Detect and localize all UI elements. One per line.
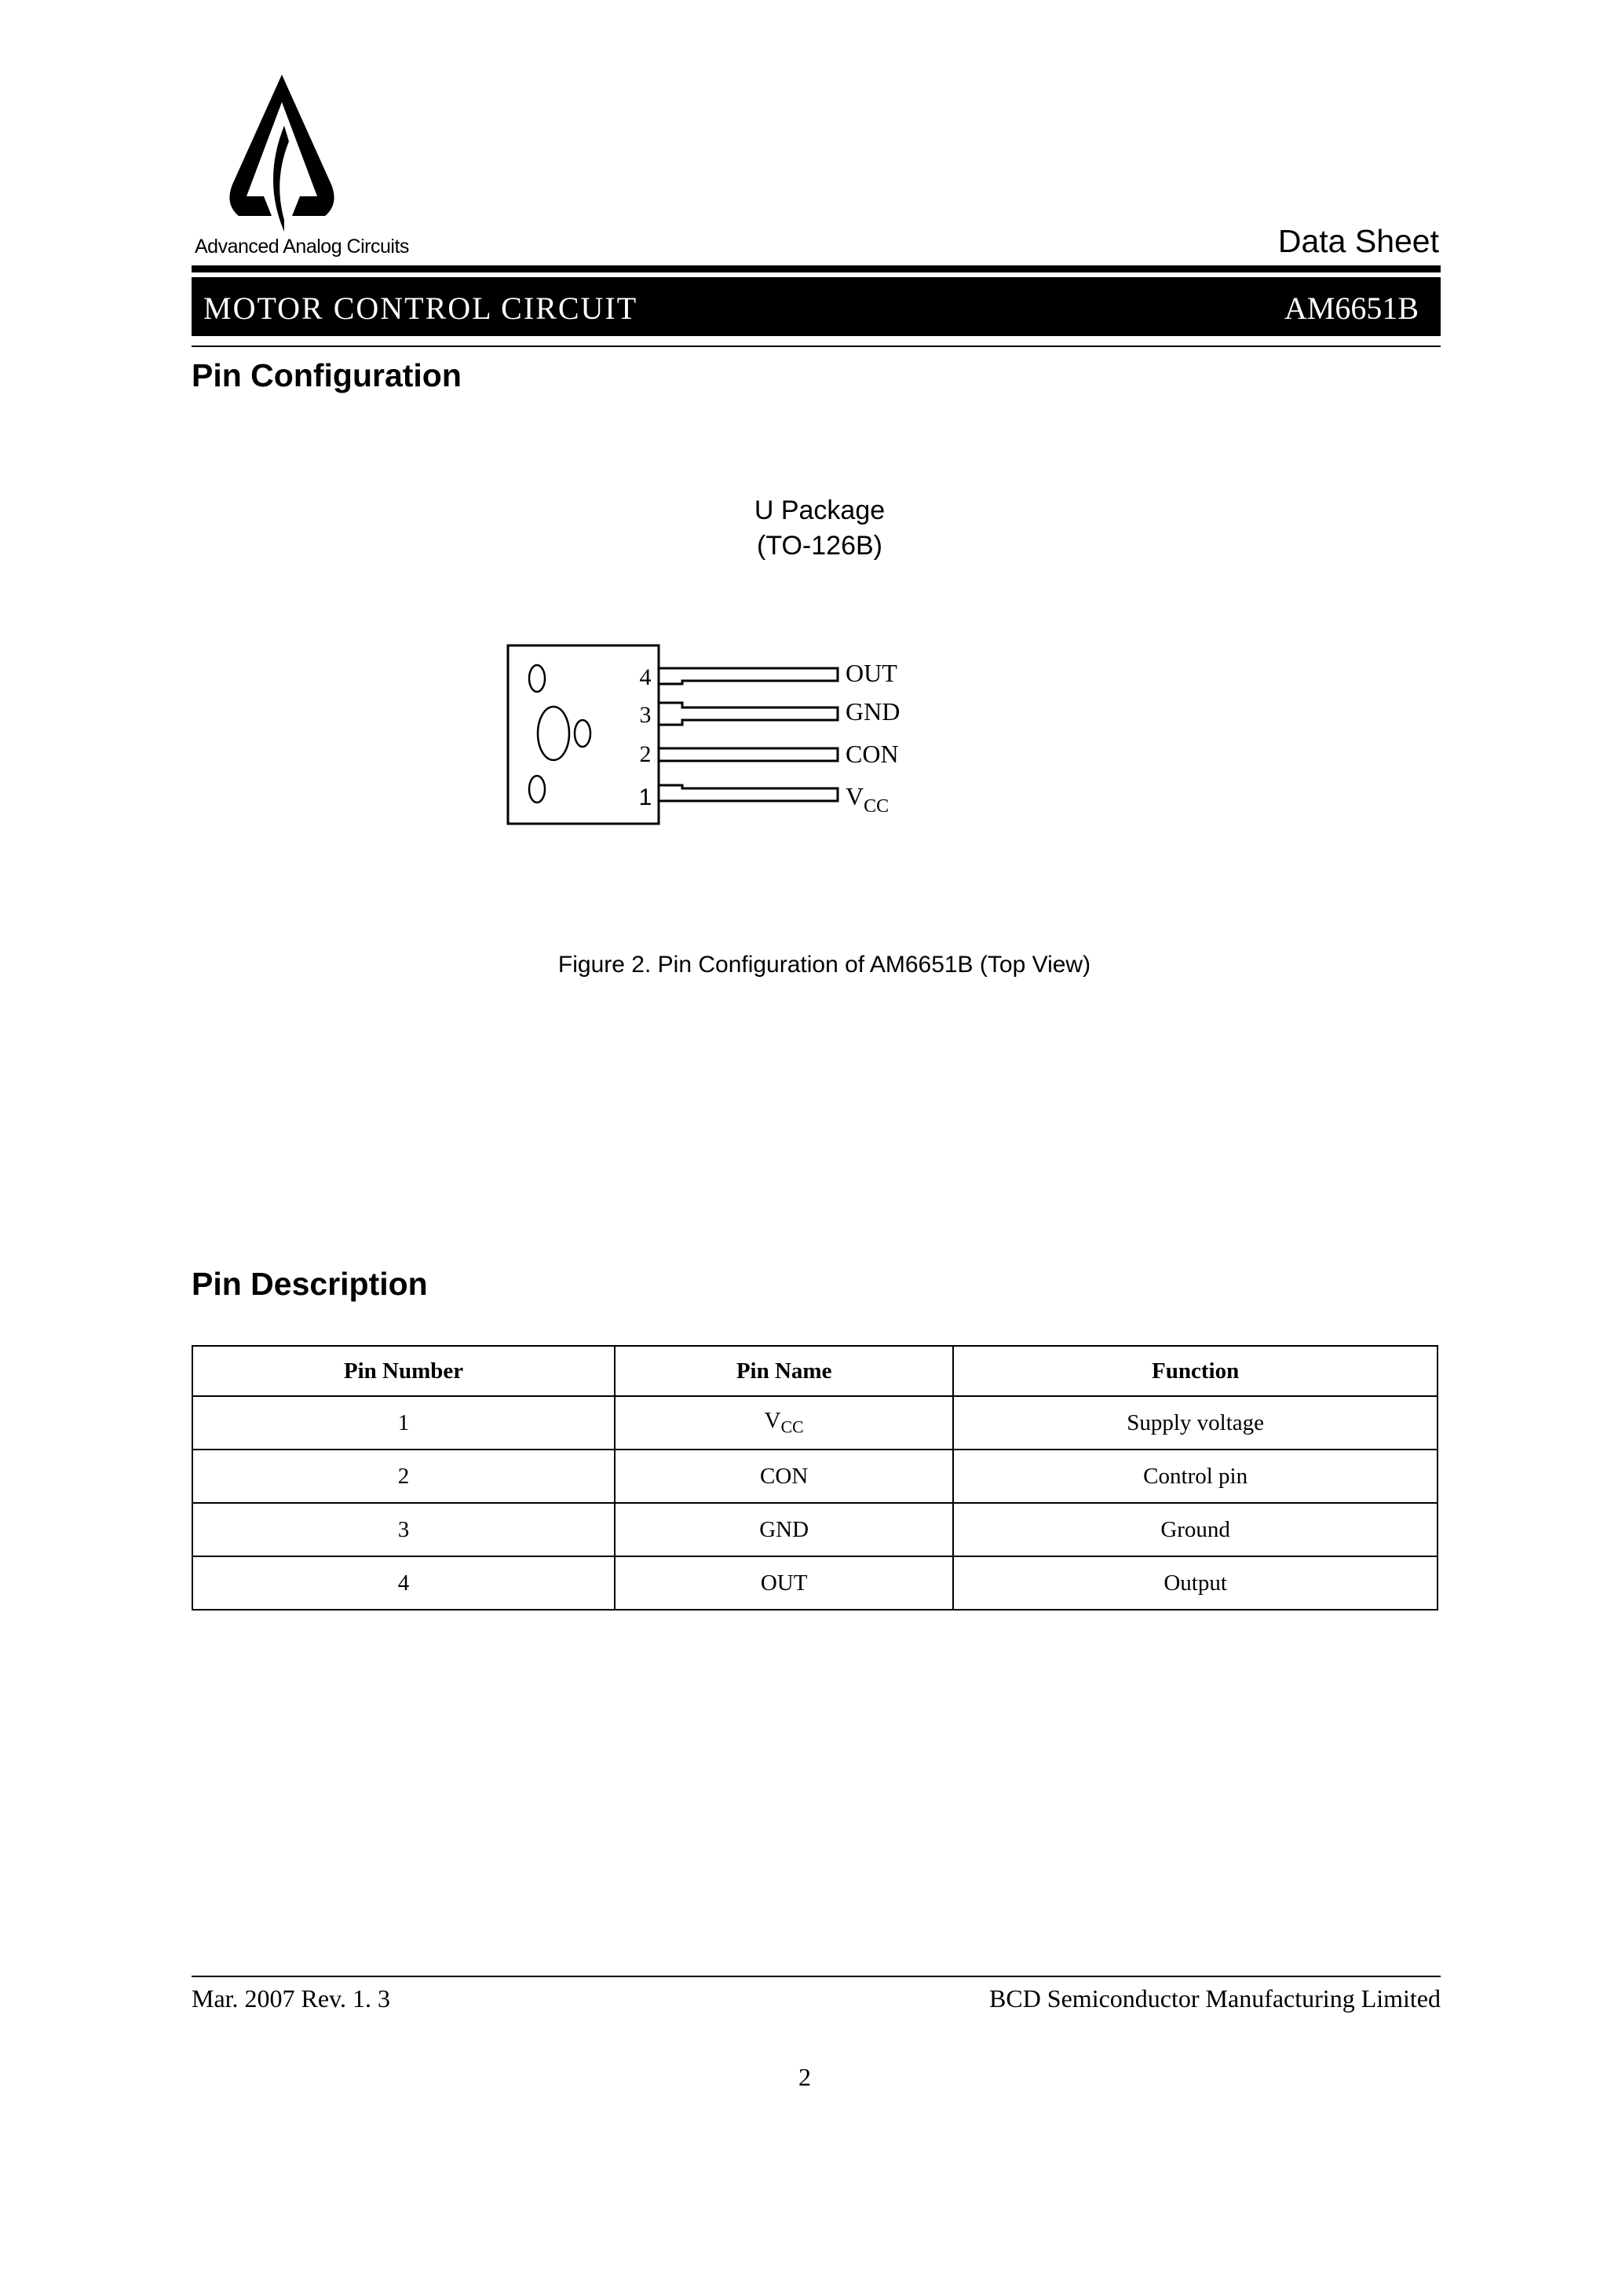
pin-number: 4 [639, 664, 652, 690]
pin-name-cell: CON [615, 1450, 953, 1503]
doc-type: Data Sheet [1277, 223, 1439, 259]
company-logo [192, 71, 462, 263]
table-row [192, 1556, 1438, 1610]
pin-number-cell: 4 [192, 1556, 615, 1610]
pin-name-cell: $V_{CC}$ [615, 1396, 953, 1450]
pin-number: 2 [639, 741, 652, 767]
footer-date-revision: Mar. 2007 Rev. 1. 3 [192, 1984, 391, 2013]
function-cell: Output [953, 1556, 1438, 1610]
package-name: U Package [754, 495, 886, 525]
band-title: MOTOR CONTROL CIRCUIT [203, 291, 638, 326]
column-header: Pin Number [192, 1346, 615, 1396]
part-number: AM6651B [1284, 291, 1419, 326]
table-row [192, 1396, 1438, 1450]
table-row [192, 1503, 1438, 1556]
footer-company: BCD Semiconductor Manufacturing Limited [989, 1984, 1441, 2013]
page-number: 2 [798, 2063, 811, 2091]
function-cell: Supply voltage [953, 1396, 1438, 1450]
mounting-hole [575, 720, 590, 747]
package-label [741, 493, 898, 564]
pin-label-gnd: GND [846, 697, 901, 726]
pin-description-table [192, 1345, 1438, 1610]
section-heading-pin-description: Pin Description [192, 1266, 428, 1302]
mounting-hole [538, 707, 569, 760]
section-heading-pin-configuration: Pin Configuration [192, 357, 462, 393]
pin-number-cell: 1 [192, 1396, 615, 1450]
table-row [192, 1450, 1438, 1503]
column-header: Pin Name [615, 1346, 953, 1396]
pin-leads [659, 668, 838, 801]
pin-number-cell: 3 [192, 1503, 615, 1556]
pin-name-cell: GND [615, 1503, 953, 1556]
pin-label-con: CON [846, 740, 899, 768]
figure-caption: Figure 2. Pin Configuration of AM6651B (Top View) [557, 952, 1091, 978]
table-header-row [192, 1346, 1438, 1396]
function-cell: Control pin [953, 1450, 1438, 1503]
header-divider [192, 345, 1441, 347]
footer-rule [192, 1976, 1441, 1977]
column-header: Function [953, 1346, 1438, 1396]
pin-label-out: OUT [846, 659, 897, 687]
header-rule [192, 265, 1441, 272]
function-cell: Ground [953, 1503, 1438, 1556]
pin-label-vcc: $V_{CC}$ [846, 782, 890, 817]
pin-diagram [502, 628, 1178, 848]
mounting-hole [529, 665, 545, 692]
pin-number-cell: 2 [192, 1450, 615, 1503]
logo-text: Advanced Analog Circuits [195, 236, 409, 258]
pin-number: 1 [638, 784, 652, 810]
mounting-hole [529, 776, 545, 803]
pin-name-cell: OUT [615, 1556, 953, 1610]
package-code: (TO-126B) [757, 531, 882, 561]
title-band [192, 277, 1441, 336]
pin-number: 3 [639, 702, 652, 728]
